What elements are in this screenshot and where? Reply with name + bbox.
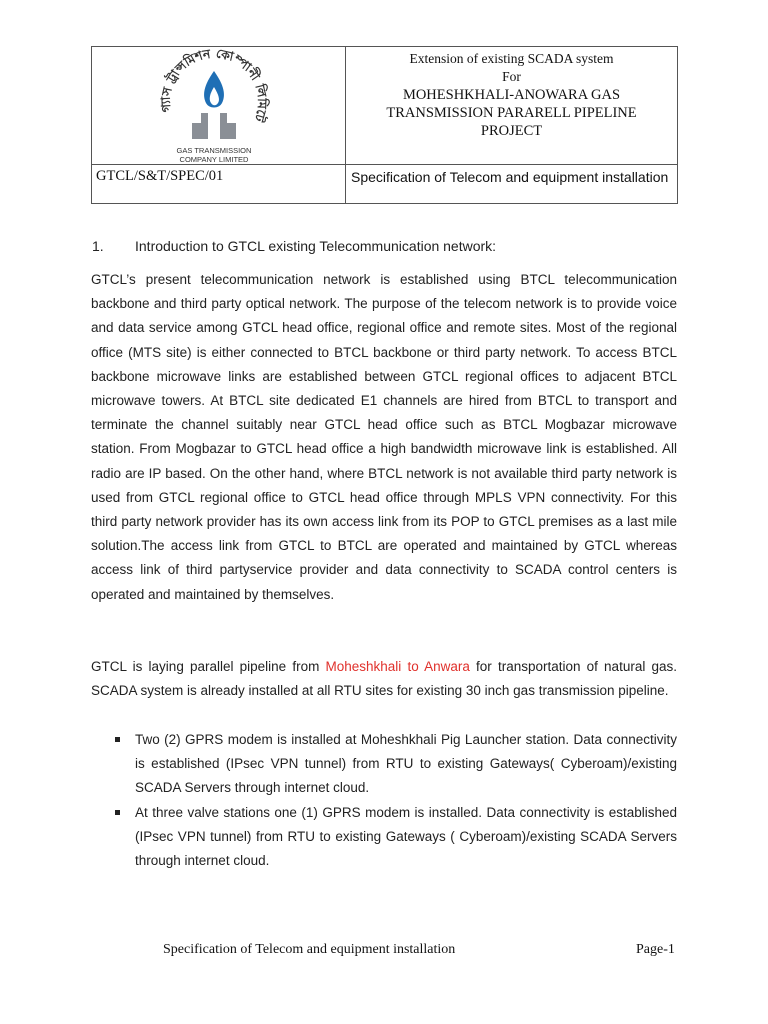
title-line-2: For — [502, 69, 521, 84]
document-title-cell — [346, 47, 678, 165]
pipeline-paragraph-before: GTCL is laying parallel pipeline from — [91, 659, 326, 674]
title-line-5: PROJECT — [480, 123, 543, 139]
header-table — [91, 46, 678, 204]
logo-emblem-icon — [152, 49, 276, 149]
title-line-4: TRANSMISSION PARARELL PIPELINE — [386, 105, 637, 121]
intro-paragraph: GTCL’s present telecommunication network is established using BTCL telecommunication backbone and third party optical network. The purpose of the telecom network is to provide voice and data service among GTCL head office, regional office and remote sites. Most of the regional office (MTS site) is either connected to BTCL backbone or third party network. To access BTCL backbone microwave links are established between GTCL regional offices to adjacent BTCL microwave towers. At BTCL site dedicated E1 channels are hired from BTCL to transport and terminate the channel suitably near GTCL head office such as BTCL Mogbazar microwave station. From Mogbazar to GTCL head office a high bandwidth microwave link is established. All radio are IP based. On the other hand, where BTCL network is not available third party network is used from GTCL regional office to GTCL head office through MPLS VPN connectivity. For this third party network provider has its own access link from its POP to GTCL premises as a last mile solution.The access link from GTCL to BTCL are operated and maintained by GTCL whereas access link of third partyservice provider and data connectivity to SCADA control centers is operated and maintained by themselves. — [91, 272, 677, 602]
logo-arc-text: গ্যাস ট্রান্সমিশন কোম্পানী লিমিটে — [157, 49, 271, 124]
section-heading — [92, 238, 496, 254]
title-line-1: Extension of existing SCADA system — [409, 51, 614, 66]
bullet-text: Two (2) GPRS modem is installed at Moheshkhali Pig Launcher station. Data connectivity is established (IPsec VPN tunnel) from RTU to existing Gateways( Cyberoam)/existing SCADA Servers through internet cloud. — [135, 732, 677, 796]
pipeline-paragraph — [91, 655, 677, 703]
section-heading-text: Introduction to GTCL existing Telecommunication network: — [135, 238, 497, 254]
bullet-list — [91, 728, 677, 873]
title-line-3: MOHESHKHALI-ANOWARA GAS — [402, 87, 621, 103]
bullet-text: At three valve stations one (1) GPRS modem is installed. Data connectivity is established (IPsec VPN tunnel) from RTU to existing Gateways ( Cyberoam)/existing SCADA Servers through internet cloud. — [135, 804, 677, 869]
page-number: Page-1 — [636, 942, 675, 957]
pipeline-paragraph-after: for transportation of natural gas. SCADA system is already installed at all RTU sites for existing 30 inch gas transmission pipeline. — [91, 659, 677, 699]
specification-title: Specification of Telecom and equipment installation — [346, 165, 678, 204]
company-logo — [152, 49, 276, 167]
logo-cell — [92, 47, 346, 165]
logo-caption-line2: COMPANY LIMITED — [179, 155, 249, 164]
bullet-square-icon — [115, 737, 120, 742]
section-number: 1. — [92, 238, 104, 254]
bullet-square-icon — [115, 810, 120, 815]
route-highlight: Moheshkhali to Anwara — [325, 659, 470, 674]
logo-caption-line1: GAS TRANSMISSION — [176, 146, 252, 155]
list-item — [91, 728, 677, 801]
list-item — [91, 801, 677, 874]
footer-title: Specification of Telecom and equipment installation — [163, 942, 456, 957]
document-code: GTCL/S&T/SPEC/01 — [92, 165, 346, 204]
